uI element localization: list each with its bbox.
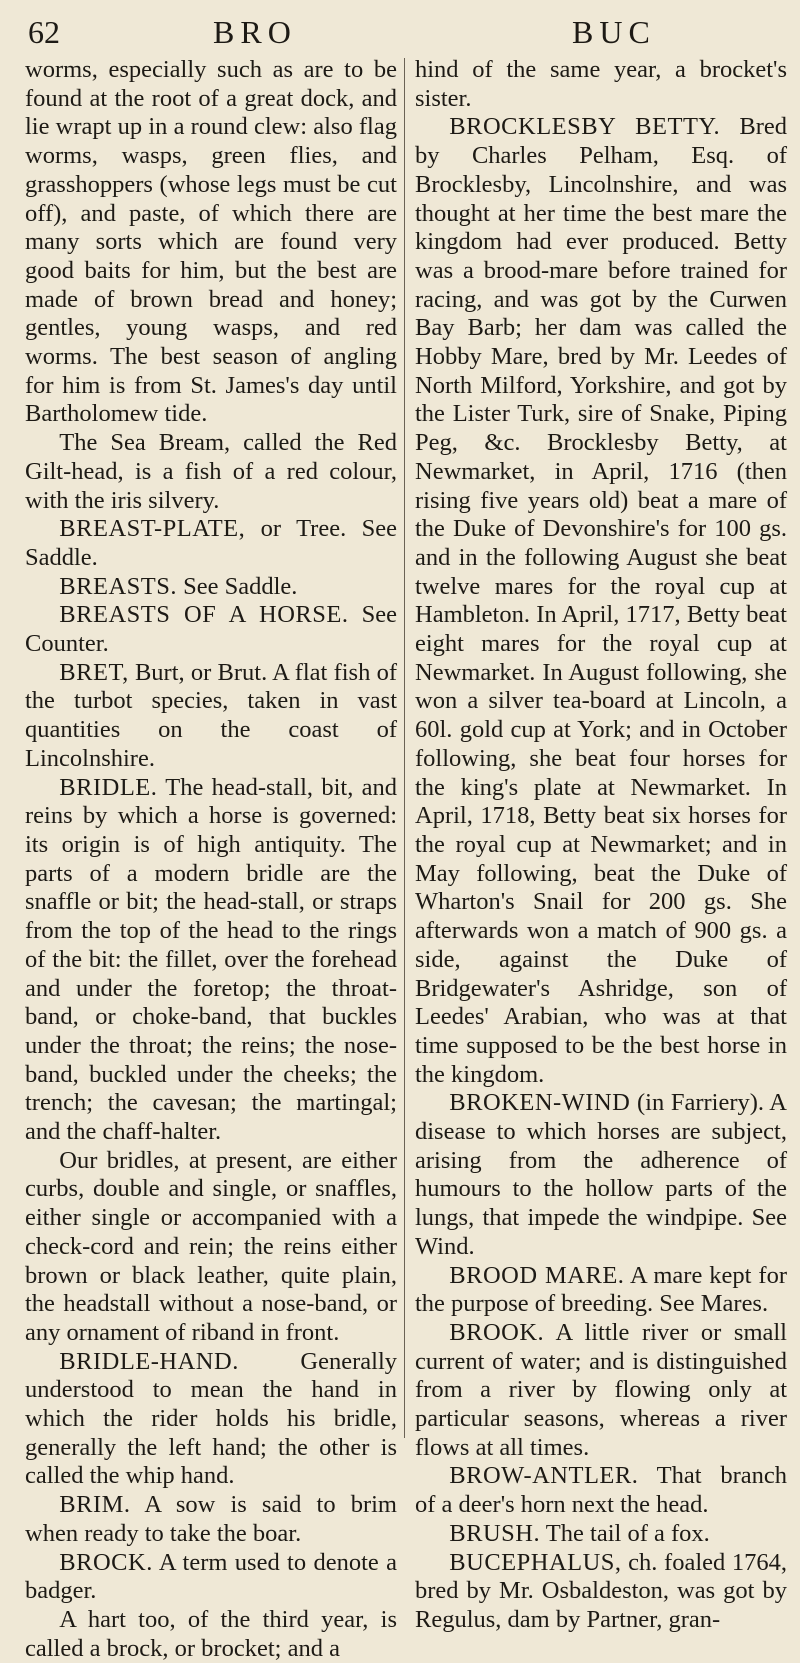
entry-text: or Tree. See Saddle. xyxy=(25,515,397,571)
entry-text: A term used to denote a badger. xyxy=(25,1548,397,1605)
dictionary-entry xyxy=(25,601,397,658)
column-divider xyxy=(404,58,405,1438)
dictionary-entry xyxy=(415,1462,787,1519)
dictionary-entry xyxy=(25,1491,397,1548)
entry-text: The tail of a fox. xyxy=(540,1519,710,1547)
left-running-head: BRO xyxy=(213,14,297,50)
entry-text: A sow is said to brim when ready to take the boar. xyxy=(25,1491,397,1547)
page-header xyxy=(0,14,800,54)
right-running-head: BUC xyxy=(572,14,656,50)
continued-paragraph xyxy=(415,56,787,113)
entry-text: worms, especially such as are to be found at the root of a great dock, and lie wrapt up in a round clew: also flag worms, wasps, green flies, and grasshoppers (whose legs must be cut off), and paste, of which there are many sorts which are found very good baits for him, but the best are made of brown bread and honey; gentles, young wasps, and red worms. The best season of angling for him is from St. James's day until Bartholomew tide. xyxy=(25,56,397,428)
dictionary-entry xyxy=(25,515,397,572)
entry-headword: BRIDLE. xyxy=(59,773,158,801)
dictionary-entry xyxy=(415,113,787,1089)
entry-text: Generally understood to mean the hand in which the rider holds his bridle, generally the left hand; the other is called the whip hand. xyxy=(25,1347,397,1490)
entry-text: The head-stall, bit, and reins by which a horse is governed: its origin is of high antiquity. The parts of a modern bridle are the snaffle or bit; the head-stall, or straps from the top of the head to the rings of the bit: the fillet, over the forehead and under the foretop; the throat-band, or choke-band, that buckles under the throat; the reins; the nose-band, buckled under the cheeks; the trench; the cavesan; the martingal; and the chaff-halter. xyxy=(25,773,397,1146)
entry-text: Our bridles, at present, are either curbs, double and single, or snaffles, either single or accompanied with a check-cord and rein; the reins either brown or black leather, quite plain, the headstall without a nose-band, or any ornament of riband in front. xyxy=(25,1146,397,1346)
entry-headword: BROW-ANTLER. xyxy=(449,1462,639,1490)
entry-text: See Saddle. xyxy=(176,572,298,600)
entry-text: A mare kept for the purpose of breeding. See Mares. xyxy=(415,1261,788,1318)
page-number: 62 xyxy=(28,14,60,50)
entry-text: That branch of a deer's horn next the head. xyxy=(415,1462,787,1519)
entry-text: Burt, or Brut. A flat fish of the turbot species, taken in vast quantities on the coast of Lincolnshire. xyxy=(25,658,397,772)
entry-headword: BREAST-PLATE, xyxy=(59,515,246,543)
dictionary-entry xyxy=(415,1520,787,1549)
left-column xyxy=(25,56,397,1663)
dictionary-entry xyxy=(25,774,397,1147)
dictionary-entry xyxy=(415,1319,787,1463)
dictionary-entry xyxy=(415,1549,787,1635)
entry-text: The Sea Bream, called the Red Gilt-head, is a fish of a red colour, with the iris silvery. xyxy=(25,429,397,514)
entry-headword: BROOD MARE. xyxy=(449,1261,625,1289)
entry-headword: BRET, xyxy=(59,658,129,686)
dictionary-entry xyxy=(25,1606,397,1663)
entry-headword: BROKEN-WIND xyxy=(449,1089,631,1117)
entry-headword: BRUSH. xyxy=(449,1519,541,1547)
entry-text: A little river or small current of water; and is distinguished from a river by flowing only at particular seasons, whereas a river flows at all times. xyxy=(415,1318,787,1461)
entry-headword: BROCKLESBY BETTY. xyxy=(449,113,721,141)
dictionary-entry xyxy=(25,429,397,515)
entry-headword: BRIDLE-HAND. xyxy=(59,1347,239,1375)
right-column xyxy=(415,56,787,1635)
entry-headword: BUCEPHALUS, xyxy=(449,1548,622,1576)
entry-headword: BREASTS. xyxy=(59,572,177,600)
entry-text: A hart too, of the third year, is called a brock, or brocket; and a xyxy=(25,1605,397,1662)
entry-text: Bred by Charles Pelham, Esq. of Brocklesby, Lincolnshire, and was thought at her time the best mare the kingdom had ever produced. Betty was a brood-mare before trained for racing, and was got by the Curwen Bay Barb; her dam was called the Hobby Mare, bred by Mr. Leedes of North Milford, Yorkshire, and got by the Lister Turk, sire of Snake, Piping Peg, &c. Brocklesby Betty, at Newmarket, in April, 1716 (then rising five years old) beat a mare of the Duke of Devonshire's for 100 gs. and in the following August she beat twelve mares for the royal cup at Hambleton. In April, 1717, Betty beat eight mares for the royal cup at Newmarket. In August following, she won a silver tea-board at Lincoln, a 60l. gold cup at York; and in October following, she beat four horses for the king's plate at Newmarket. In April, 1718, Betty beat six horses for the royal cup at Newmarket; and in May following, beat the Duke of Wharton's Snail for 200 gs. She afterwards won a match of 900 gs. a side, against the Duke of Bridgewater's Ashridge, son of Leedes' Arabian, who was at that time supposed to be the best horse in the kingdom. xyxy=(415,113,787,1088)
entry-text: hind of the same year, a brocket's sister. xyxy=(415,56,787,112)
entry-headword: BROCK. xyxy=(59,1548,153,1576)
entry-headword: BREASTS OF A HORSE. xyxy=(59,601,349,629)
dictionary-entry xyxy=(415,1089,787,1261)
entry-text: (in Farriery). A disease to which horses are subject, arising from the adherence of humours to the hollow parts of the lungs, that impede the windpipe. See Wind. xyxy=(415,1089,787,1260)
dictionary-entry xyxy=(25,1348,397,1492)
entry-headword: BRIM. xyxy=(59,1491,131,1519)
dictionary-entry xyxy=(415,1262,787,1319)
entry-text: See Counter. xyxy=(25,601,398,658)
dictionary-entry xyxy=(25,659,397,774)
dictionary-entry xyxy=(25,573,397,602)
entry-text: ch. foaled 1764, bred by Mr. Osbaldeston, was got by Regulus, dam by Partner, gran- xyxy=(415,1548,787,1633)
dictionary-entry xyxy=(25,1147,397,1348)
entry-headword: BROOK. xyxy=(449,1318,545,1346)
dictionary-entry xyxy=(25,1549,397,1606)
continued-paragraph xyxy=(25,56,397,429)
